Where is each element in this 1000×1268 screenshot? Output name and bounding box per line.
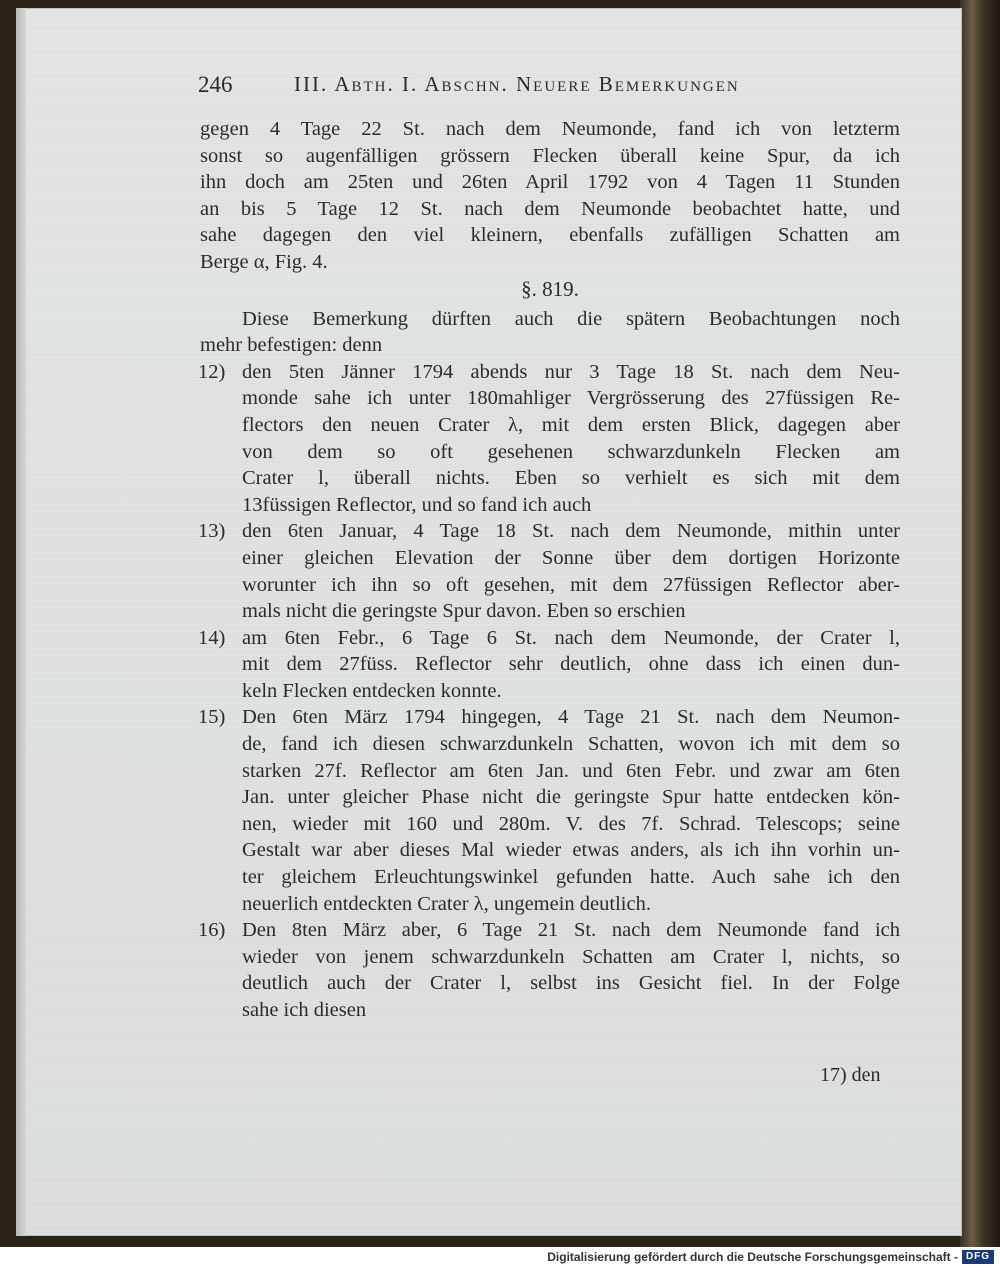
- text-line: Crater l, überall nichts. Eben so verhielt es sich mit dem: [242, 467, 900, 490]
- dfg-logo-icon: DFG: [962, 1250, 994, 1264]
- list-item-16-first-line: 16) Den 8ten März aber, 6 Tage 21 St. nach dem Neumonde fand ich: [198, 919, 900, 942]
- page-text: [200, 116, 900, 1024]
- list-item-13-first-line: 13) den 6ten Januar, 4 Tage 18 St. nach dem Neumonde, mithin unter: [198, 520, 900, 543]
- text-line: sonst so augenfälligen grössern Flecken überall keine Spur, da ich: [200, 144, 900, 167]
- text-line: einer gleichen Elevation der Sonne über dem dortigen Horizonte: [242, 546, 900, 569]
- text-line: mals nicht die geringste Spur davon. Eben so erschien: [242, 600, 686, 623]
- text-line: den 6ten Januar, 4 Tage 18 St. nach dem Neumonde, mithin unter: [242, 520, 900, 543]
- text-line: Berge α, Fig. 4.: [200, 250, 328, 273]
- text-line: Diese Bemerkung dürften auch die spätern Beobachtungen noch: [242, 307, 900, 330]
- text-line: deutlich auch der Crater l, selbst ins Gesicht fiel. In der Folge: [242, 972, 900, 995]
- text-line: flectors den neuen Crater λ, mit dem ersten Blick, dagegen aber: [242, 413, 900, 436]
- text-line: gegen 4 Tage 22 St. nach dem Neumonde, fand ich von letzterm: [200, 118, 900, 140]
- page-number: 246: [198, 72, 233, 97]
- list-item-12-first-line: 12) den 5ten Jänner 1794 abends nur 3 Tage 18 St. nach dem Neu-: [198, 360, 900, 383]
- list-item-14-first-line: 14) am 6ten Febr., 6 Tage 6 St. nach dem Neumonde, der Crater l,: [198, 626, 900, 649]
- text-line: Den 6ten März 1794 hingegen, 4 Tage 21 St. nach dem Neumon-: [242, 706, 900, 729]
- text-line: nen, wieder mit 160 und 280m. V. des 7f. Schrad. Telescops; seine: [242, 812, 900, 835]
- text-line: starken 27f. Reflector am 6ten Jan. und 6ten Febr. und zwar am 6ten: [242, 759, 900, 782]
- text-line: Den 8ten März aber, 6 Tage 21 St. nach dem Neumonde fand ich: [242, 919, 900, 942]
- text-line: von dem so oft gesehenen schwarzdunkeln Flecken am: [242, 440, 900, 463]
- text-line: keln Flecken entdecken konnte.: [242, 679, 502, 702]
- text-line: ihn doch am 25ten und 26ten April 1792 von 4 Tagen 11 Stunden: [200, 171, 900, 194]
- text-line: Gestalt war aber dieses Mal wieder etwas anders, als ich ihn vorhin un-: [242, 839, 900, 862]
- text-line: sahe ich diesen: [242, 999, 367, 1021]
- text-line: am 6ten Febr., 6 Tage 6 St. nach dem Neumonde, der Crater l,: [242, 626, 900, 649]
- text-line: ter gleichem Erleuchtungswinkel gefunden hatte. Auch sahe ich den: [242, 866, 900, 889]
- text-line: monde sahe ich unter 180mahliger Vergrösserung des 27füssigen Re-: [242, 387, 900, 410]
- text-line: 13füssigen Reflector, und so fand ich auch: [242, 493, 592, 516]
- text-line: mit dem 27füss. Reflector sehr deutlich, ohne dass ich einen dun-: [242, 653, 900, 676]
- text-line: mehr befestigen: denn: [200, 334, 383, 357]
- section-title: §. 819.: [521, 276, 579, 301]
- text-line: neuerlich entdeckten Crater λ, ungemein deutlich.: [242, 892, 651, 915]
- list-item-15-first-line: 15) Den 6ten März 1794 hingegen, 4 Tage 21 St. nach dem Neumon-: [198, 706, 900, 729]
- page-header: [198, 72, 898, 102]
- text-line: sahe dagegen den viel kleinern, ebenfalls zufälligen Schatten am: [200, 224, 900, 247]
- text-line: wieder von jenem schwarzdunkeln Schatten am Crater l, nichts, so: [242, 945, 900, 968]
- page-left-edge: [16, 8, 26, 1236]
- text-line: de, fand ich diesen schwarzdunkeln Schatten, wovon ich mit dem so: [242, 733, 900, 756]
- text-line: Jan. unter gleicher Phase nicht die geringste Spur hatte entdecken kön-: [242, 786, 900, 809]
- running-title: III. Abth. I. Abschn. Neuere Bemerkungen: [294, 72, 740, 96]
- text-line: worunter ich ihn so oft gesehen, mit dem 27füssigen Reflector aber-: [242, 573, 900, 596]
- catchword: 17) den: [820, 1064, 881, 1086]
- funding-credit: Digitalisierung gefördert durch die Deutsche Forschungsgemeinschaft -: [547, 1250, 958, 1264]
- book-edge: [960, 0, 1000, 1247]
- text-line: an bis 5 Tage 12 St. nach dem Neumonde beobachtet hatte, und: [200, 197, 900, 220]
- text-line: den 5ten Jänner 1794 abends nur 3 Tage 18 St. nach dem Neu-: [242, 360, 900, 383]
